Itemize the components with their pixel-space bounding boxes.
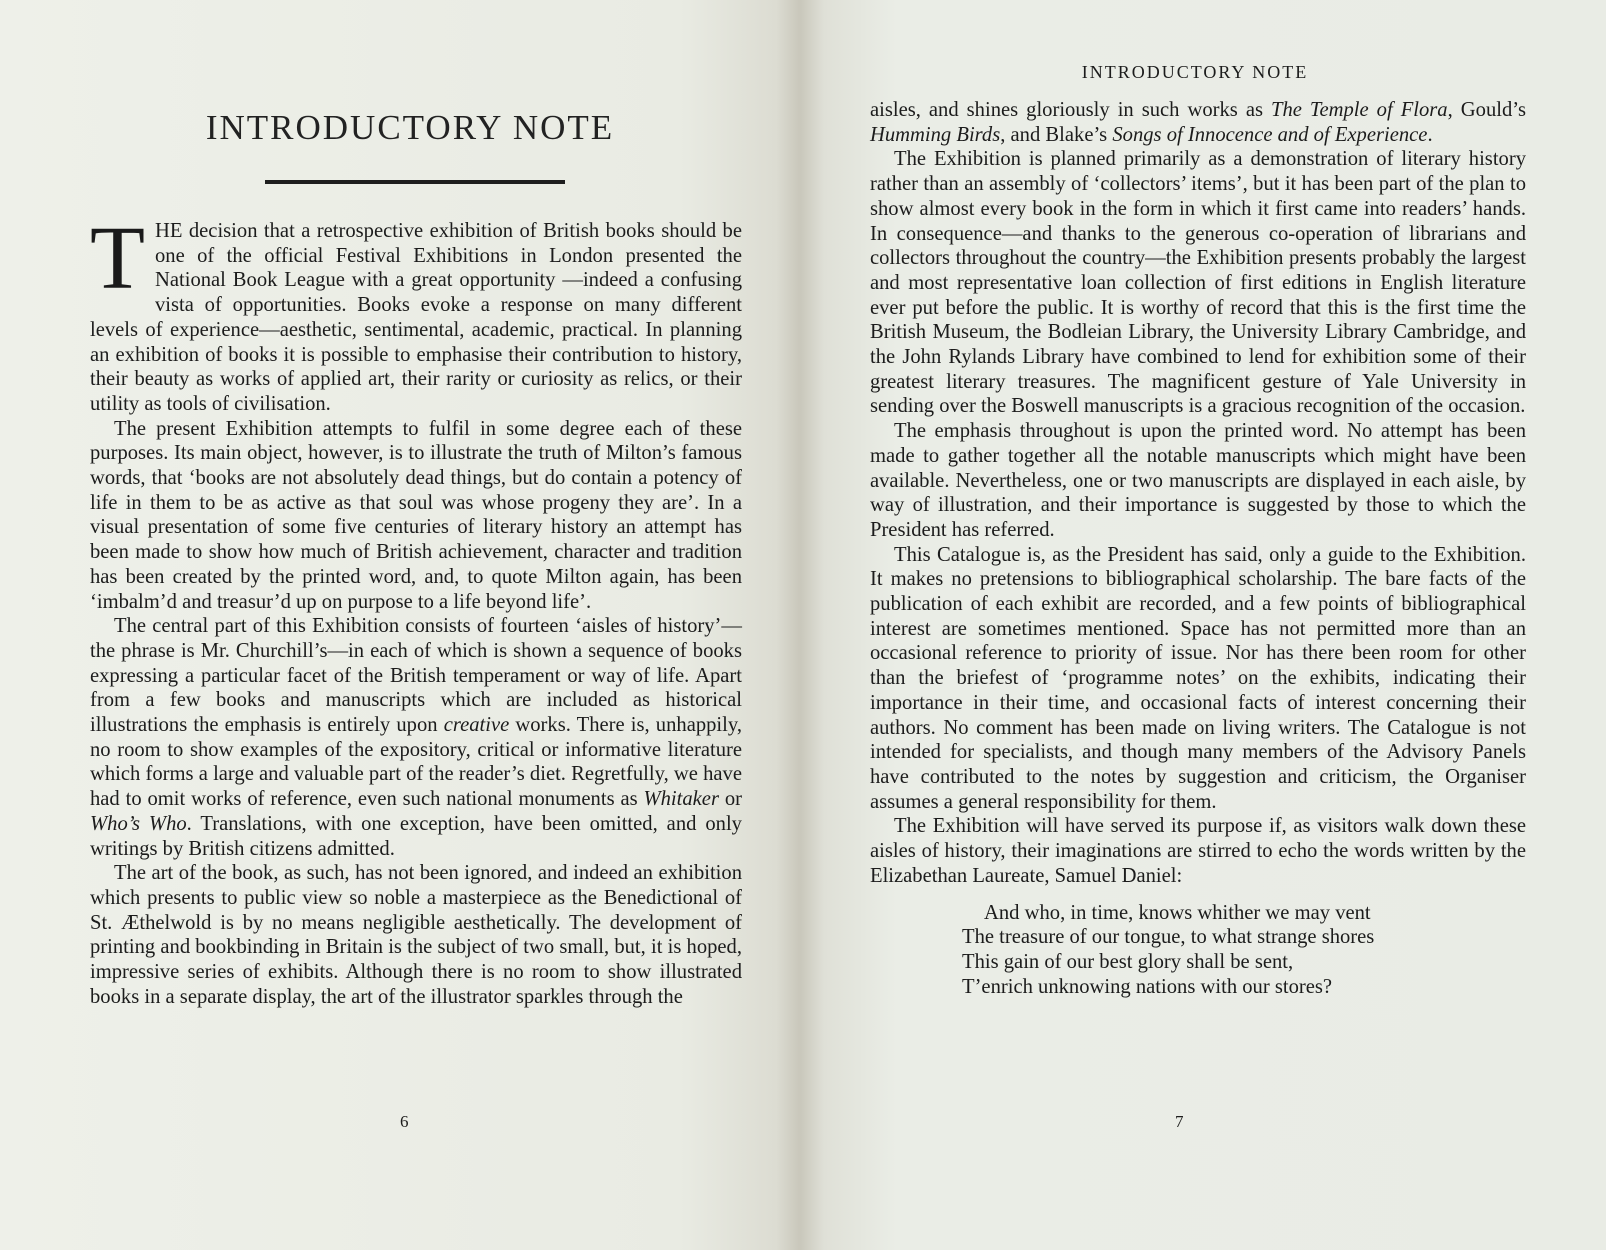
left-page	[0, 0, 800, 1250]
title-rule	[265, 180, 565, 184]
poem-line: T’enrich unknowing nations with our stores?	[962, 975, 1333, 998]
left-body-text	[90, 209, 742, 1010]
right-body-text	[870, 98, 1526, 999]
poem-line: This gain of our best glory shall be sent,	[962, 950, 1294, 973]
paragraph: THE decision that a retrospective exhibition of British books should be one of the official Festival Exhibitions in London presented the National Book League with a great opportunity —indeed a confusing vista of opportunities. Books evoke a response on many different levels of experience—aesthetic, sentimental, academic, practical. In planning an exhibition of books it is possible to emphasise their contribution to history, their beauty as works of applied art, their rarity or curiosity as relics, or their utility as tools of civilisation.	[90, 209, 742, 415]
paragraph: The central part of this Exhibition consists of fourteen ‘aisles of history’—the phrase is Mr. Churchill’s—in each of which is shown a sequence of books expressing a particular facet of the British temperament or way of life. Apart from a few books and manuscripts which are included as historical illustrations the emphasis is entirely upon creative works. There is, unhappily, no room to show examples of the expository, critical or informative literature which forms a large and valuable part of the reader’s diet. Regretfully, we have had to omit works of reference, even such national monuments as Whitaker or Who’s Who. Translations, with one exception, have been omitted, and only writings by British citizens admitted.	[90, 615, 742, 860]
poem-line: And who, in time, knows whither we may vent	[984, 901, 1371, 924]
drop-cap: T	[90, 209, 145, 308]
paragraph: The emphasis throughout is upon the printed word. No attempt has been made to gather together all the notable manuscripts which might have been available. Nevertheless, one or two manuscripts are displayed in each aisle, by way of illustration, and their importance is suggested by those to which the President has referred.	[870, 420, 1526, 541]
paragraph: This Catalogue is, as the President has said, only a guide to the Exhibition. It makes no pretensions to bibliographical scholarship. The bare facts of the publication of each exhibit are recorded, and a few points of bibliographical interest are sometimes mentioned. Space has not permitted more than an occasional reference to priority of issue. Nor has there been room for other than the briefest of ‘programme notes’ on the exhibits, indicating their importance in their time, and occasional facts of interest concerning their authors. No comment has been made on living writers. The Catalogue is not intended for specialists, and though many members of the Advisory Panels have contributed to the notes by suggestion and criticism, the Organiser assumes a general responsibility for them.	[870, 543, 1526, 813]
right-page	[800, 0, 1606, 1250]
page-number: 6	[400, 1112, 409, 1131]
poem	[962, 901, 1526, 1000]
paragraph: The present Exhibition attempts to fulfil in some degree each of these purposes. Its main object, however, is to illustrate the truth of Milton’s famous words, that ‘books are not absolutely dead things, but do contain a potency of life in them to be as active as that soul was whose progeny they are’. In a visual presentation of some five centuries of literary history an attempt has been made to show how much of British achievement, character and tradition has been created by the printed word, and, to quote Milton again, has been ‘imbalm’d and treasur’d up on purpose to a life beyond life’.	[90, 417, 742, 613]
paragraph: The art of the book, as such, has not been ignored, and indeed an exhibition which presents to public view so noble a masterpiece as the Benedictional of St. Æthelwold is by no means negligible aesthetically. The development of printing and bookbinding in Britain is the subject of two small, but, it is hoped, impressive series of exhibits. Although there is no room to show illustrated books in a separate display, the art of the illustrator sparkles through the	[90, 862, 742, 1008]
paragraph: aisles, and shines gloriously in such works as The Temple of Flora, Gould’s Humming Birds, and Blake’s Songs of Innocence and of Experience.	[870, 99, 1526, 146]
paragraph: The Exhibition will have served its purpose if, as visitors walk down these aisles of history, their imaginations are stirred to echo the words written by the Elizabethan Laureate, Samuel Daniel:	[870, 815, 1526, 887]
running-head: INTRODUCTORY NOTE	[1081, 62, 1309, 82]
page-title: INTRODUCTORY NOTE	[205, 108, 615, 147]
page-number: 7	[1175, 1112, 1184, 1131]
poem-line: The treasure of our tongue, to what strange shores	[962, 926, 1375, 949]
paragraph: The Exhibition is planned primarily as a demonstration of literary history rather than an assembly of ‘collectors’ items’, but it has been part of the plan to show almost every book in the form in which it first came into readers’ hands. In consequence—and thanks to the generous co-operation of librarians and collectors throughout the country—the Exhibition presents probably the largest and most representative loan collection of first editions in English literature ever put before the public. It is worthy of record that this is the first time the British Museum, the Bodleian Library, the University Library Cambridge, and the John Rylands Library have combined to lend for exhibition some of their greatest literary treasures. The magnificent gesture of Yale University in sending over the Boswell manuscripts is a gracious recognition of the occasion.	[870, 148, 1526, 418]
